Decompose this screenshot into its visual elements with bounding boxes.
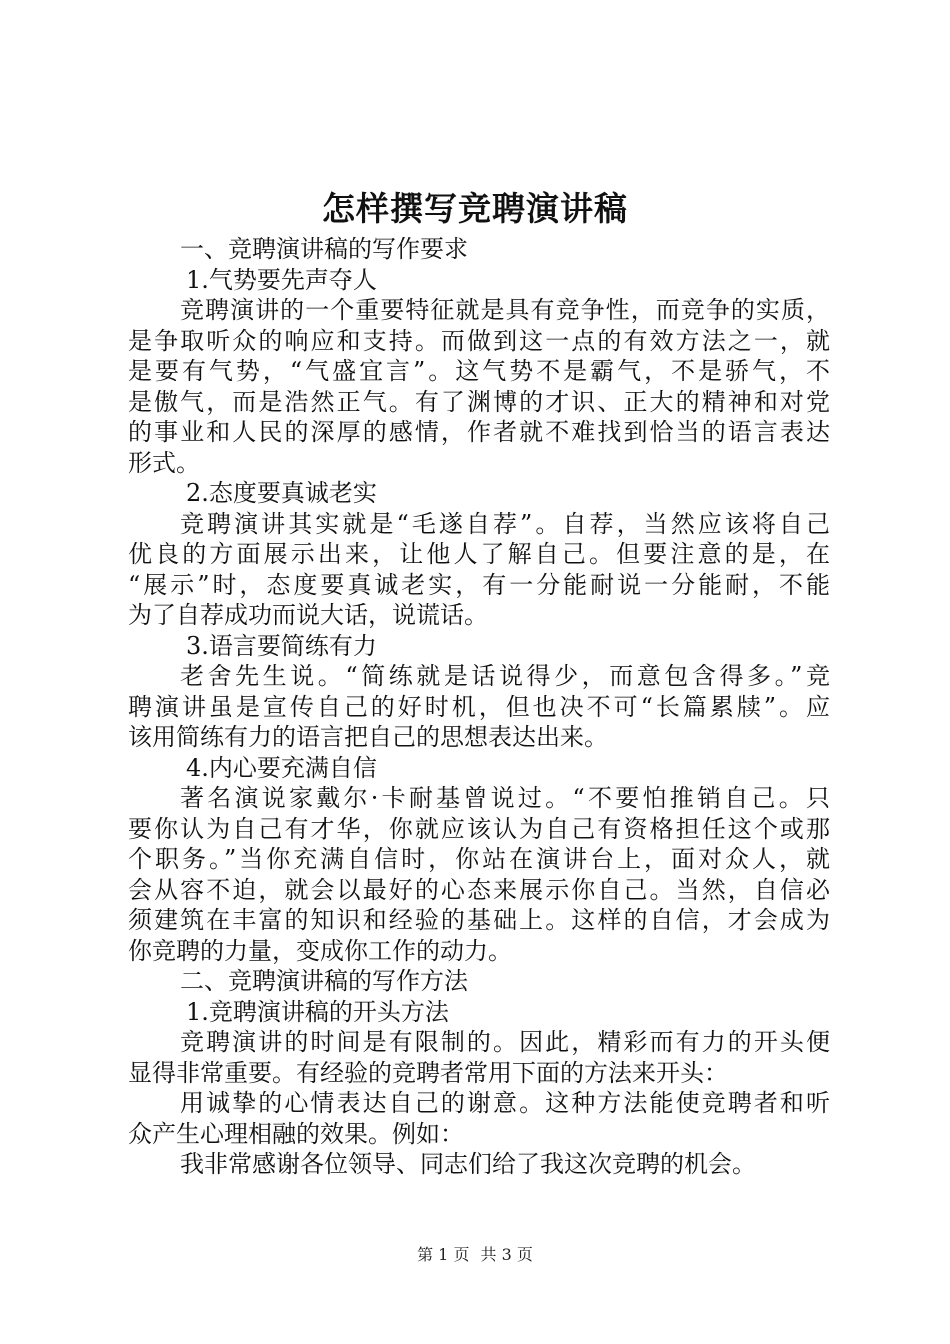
paragraph-line: 的事业和人民的深厚的感情，作者就不难找到恰当的语言表达 — [128, 418, 830, 446]
paragraph-line: 你竞聘的力量，变成你工作的动力。 — [128, 936, 512, 965]
page-footer — [0, 1244, 950, 1266]
paragraph-line: 会从容不迫，就会以最好的心态来展示你自己。当然，自信必 — [128, 875, 830, 904]
section-heading: 二、竞聘演讲稿的写作方法 — [180, 967, 468, 995]
paragraph-line: 形式。 — [128, 448, 200, 477]
paragraph-line: 我非常感谢各位领导、同志们给了我这次竞聘的机会。 — [180, 1150, 756, 1178]
page-number: 第 1 页 — [417, 1245, 470, 1264]
paragraph-line: 显得非常重要。有经验的竞聘者常用下面的方法来开头： — [128, 1058, 728, 1087]
paragraph-line: 该用简练有力的语言把自己的思想表达出来。 — [128, 723, 608, 751]
paragraph-line: 为了自荐成功而说大话，说谎话。 — [128, 601, 488, 629]
paragraph-line: 竞聘演讲的一个重要特征就是具有竞争性，而竞争的实质， — [180, 296, 830, 324]
paragraph-line: 是傲气，而是浩然正气。有了渊博的才识、正大的精神和对党 — [128, 387, 830, 416]
document-body — [128, 234, 830, 1180]
subsection-heading: 4.内心要充满自信 — [186, 753, 377, 782]
paragraph-line: 须建筑在丰富的知识和经验的基础上。这样的自信，才会成为 — [128, 906, 830, 934]
paragraph-line: 聘演讲虽是宣传自己的好时机，但也决不可“长篇累牍”。应 — [128, 692, 830, 721]
paragraph-line: 竞聘演讲其实就是“毛遂自荐”。自荐，当然应该将自己 — [180, 509, 830, 538]
paragraph-line: 老舍先生说。“简练就是话说得少，而意包含得多。”竞 — [180, 662, 830, 690]
paragraph-line: 要你认为自己有才华，你就应该认为自己有资格担任这个或那 — [128, 814, 830, 843]
subsection-heading: 2.态度要真诚老实 — [186, 479, 377, 507]
section-heading: 一、竞聘演讲稿的写作要求 — [180, 235, 468, 263]
subsection-heading: 1.气势要先声夺人 — [186, 265, 377, 294]
subsection-heading: 1.竞聘演讲稿的开头方法 — [186, 997, 449, 1026]
paragraph-line: 用诚挚的心情表达自己的谢意。这种方法能使竞聘者和听 — [180, 1089, 830, 1117]
paragraph-line: 是争取听众的响应和支持。而做到这一点的有效方法之一，就 — [128, 326, 830, 355]
paragraph-line: 竞聘演讲的时间是有限制的。因此，精彩而有力的开头便 — [180, 1028, 830, 1056]
paragraph-line: 是要有气势，“气盛宜言”。这气势不是霸气，不是骄气，不 — [128, 357, 830, 385]
document-title: 怎样撰写竞聘演讲稿 — [322, 189, 628, 228]
paragraph-line: “展示”时，态度要真诚老实，有一分能耐说一分能耐，不能 — [128, 570, 830, 599]
page-total: 共 3 页 — [480, 1245, 533, 1264]
subsection-heading: 3.语言要简练有力 — [186, 631, 377, 660]
paragraph-line: 众产生心理相融的效果。例如： — [128, 1119, 464, 1148]
paragraph-line: 优良的方面展示出来，让他人了解自己。但要注意的是，在 — [128, 540, 830, 568]
paragraph-line: 个职务。”当你充满自信时，你站在演讲台上，面对众人，就 — [128, 845, 830, 873]
paragraph-line: 著名演说家戴尔·卡耐基曾说过。“不要怕推销自己。只 — [180, 784, 830, 812]
